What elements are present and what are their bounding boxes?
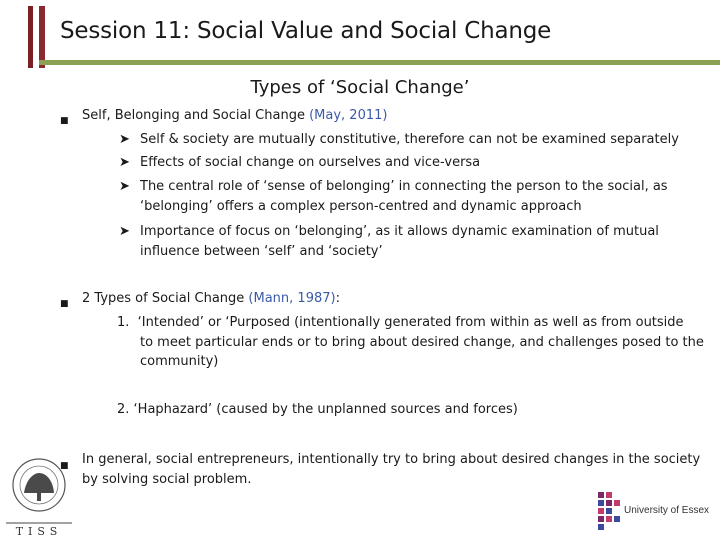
section-1-point-2: Effects of social change on ourselves and vice-versa [140,155,481,170]
arrow-bullet-icon: ➤ [119,132,130,147]
section-2-item-1-line-2: to meet particular ends or to bring about desired change, and challenges posed to the [140,335,704,350]
square-bullet-icon: ■ [60,116,69,126]
arrow-bullet-icon: ➤ [119,155,130,170]
section-2-item-2 [117,400,518,420]
arrow-bullet-icon: ➤ [119,179,130,194]
university-of-essex-logo [596,488,716,532]
tiss-logo-text: TISS [15,525,63,537]
essex-logo-text: University of Essex [624,505,710,516]
section-2-item-1-line-1 [117,313,684,333]
square-bullet-icon: ■ [60,461,69,471]
section-2-heading: 2 Types of Social Change [82,291,245,306]
section-1-point-1: Self & society are mutually constitutive, therefore can not be examined separately [140,132,679,147]
section-1-point-4a: Importance of focus on ‘belonging’, as it allows dynamic examination of mutual [140,224,659,239]
square-bullet-icon: ■ [60,299,69,309]
section-2-heading-line [82,289,340,309]
section-1-point-3a: The central role of ‘sense of belonging’ in connecting the person to the social, as [140,179,668,194]
section-3-line-2: by solving social problem. [82,472,252,487]
section-3-line-1: In general, social entrepreneurs, intentionally try to bring about desired changes in the society [82,452,701,467]
section-1-point-3b: ‘belonging’ offers a complex person-centred and dynamic approach [140,199,582,214]
item-2-number: 2. [117,402,130,417]
item-2-text: (caused by the unplanned sources and forces) [212,402,518,417]
item-1-text-1: (intentionally generated from within as well as from outside [289,315,684,330]
section-1-heading: Self, Belonging and Social Change [82,108,305,123]
item-1-number: 1. [117,315,130,330]
tiss-logo [0,455,78,537]
slide-subtitle: Types of ‘Social Change’ [250,77,470,98]
item-2-bold: ‘Haphazard’ [133,402,213,417]
item-1-bold: ‘Intended’ or ‘Purposed [137,315,290,330]
section-2-citation: (Mann, 1987) [248,291,336,306]
page-title: Session 11: Social Value and Social Change [60,18,552,44]
section-1-heading-line [82,106,387,126]
section-1-point-4b: influence between ‘self’ and ‘society’ [140,244,383,259]
section-2-colon: : [335,291,340,306]
section-1-citation: (May, 2011) [309,108,388,123]
arrow-bullet-icon: ➤ [119,224,130,239]
section-2-item-1-line-3: community) [140,354,219,369]
